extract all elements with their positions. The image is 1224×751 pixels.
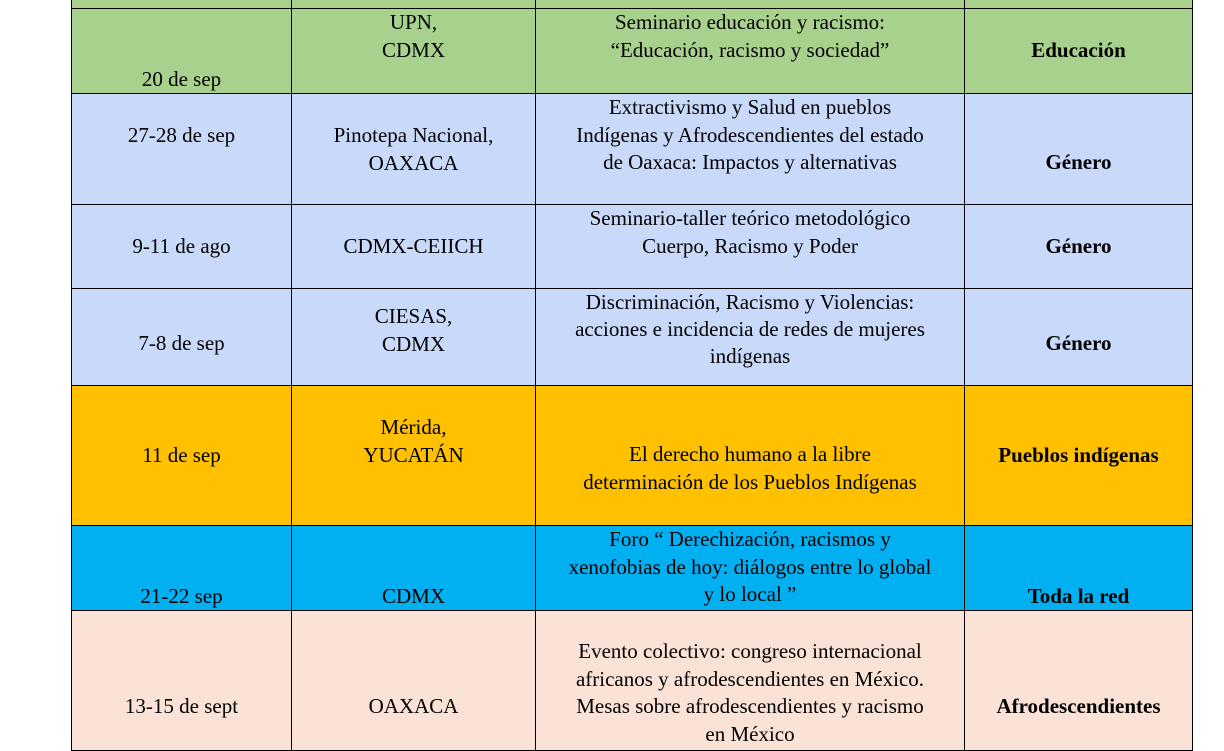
theme-text: Pueblos indígenas — [998, 442, 1159, 467]
event-text: determinación de los Pueblos Indígenas — [583, 469, 917, 494]
table-row — [71, 289, 1192, 386]
theme-cell — [965, 611, 1193, 751]
event-text: africanos y afrodescendientes en México. — [575, 666, 925, 691]
date-cell — [72, 611, 292, 751]
place-cell — [292, 611, 536, 751]
event-cell — [536, 205, 965, 289]
event-text: El derecho humano a la libre — [629, 442, 871, 466]
place-text: OAXACA — [368, 150, 459, 175]
event-text: Mesas sobre afrodescendientes y racismo — [576, 694, 924, 718]
place-cell — [292, 289, 536, 386]
event-cell — [536, 611, 965, 751]
event-text: indígenas — [709, 344, 791, 368]
table-row-partial — [71, 0, 1192, 9]
table-cell — [292, 0, 536, 9]
place-text: Pinotepa Nacional, — [333, 123, 494, 147]
date-text: 9-11 de ago — [132, 234, 231, 258]
place-text: CDMX — [381, 37, 445, 62]
event-text: en México — [705, 721, 795, 746]
date-cell — [72, 289, 292, 386]
event-text: Indígenas y Afrodescendientes del estado — [576, 122, 924, 147]
place-text: CDMX-CEIICH — [343, 234, 484, 258]
date-cell — [72, 94, 292, 205]
theme-cell — [965, 205, 1193, 289]
event-text: “Educación, racismo y sociedad” — [610, 37, 890, 62]
place-cell — [292, 9, 536, 94]
date-text: 27-28 de sep — [127, 123, 236, 147]
place-text: CDMX — [381, 331, 445, 356]
table-row — [71, 9, 1192, 94]
theme-cell — [965, 289, 1193, 386]
theme-cell — [965, 526, 1193, 611]
date-text: 21-22 sep — [140, 583, 223, 608]
events-table — [71, 0, 1192, 751]
table-cell — [536, 0, 965, 9]
date-cell — [72, 386, 292, 526]
theme-text: Género — [1045, 331, 1112, 355]
event-text: Discriminación, Racismo y Violencias: — [585, 290, 915, 314]
event-text: acciones e incidencia de redes de mujeres — [575, 317, 925, 341]
event-cell — [536, 526, 965, 611]
date-text: 7-8 de sep — [138, 331, 225, 355]
place-cell — [292, 94, 536, 205]
place-cell — [292, 386, 536, 526]
event-text: Cuerpo, Racismo y Poder — [642, 233, 858, 258]
event-text: Extractivismo y Salud en pueblos — [608, 95, 892, 119]
place-text: CIESAS, — [374, 304, 453, 328]
event-text: Evento colectivo: congreso internacional — [578, 639, 922, 663]
event-cell — [536, 9, 965, 94]
event-cell — [536, 94, 965, 205]
theme-text: Educación — [1031, 38, 1126, 63]
place-cell — [292, 205, 536, 289]
place-text: Mérida, — [380, 415, 447, 439]
event-text: Foro “ Derechización, racismos y — [609, 527, 891, 551]
place-text: OAXACA — [368, 694, 459, 718]
date-cell — [72, 526, 292, 611]
theme-cell — [965, 386, 1193, 526]
theme-cell — [965, 94, 1193, 205]
table-row — [71, 611, 1192, 751]
event-text: de Oaxaca: Impactos y alternativas — [603, 150, 897, 174]
table-cell — [72, 0, 292, 9]
table-cell — [965, 0, 1193, 9]
event-text: Seminario-taller teórico metodológico — [589, 206, 911, 230]
place-text: YUCATÁN — [363, 442, 464, 467]
table-row — [71, 94, 1192, 205]
event-text: xenofobias de hoy: diálogos entre lo global — [568, 554, 932, 579]
event-text: y lo local ” — [703, 582, 797, 606]
date-text: 11 de sep — [142, 442, 221, 467]
event-cell — [536, 289, 965, 386]
table-row — [71, 526, 1192, 611]
date-cell — [72, 9, 292, 94]
date-text: 13-15 de sept — [124, 694, 239, 718]
theme-text: Afrodescendientes — [996, 694, 1161, 718]
place-text: UPN, — [389, 10, 438, 34]
date-text: 20 de sep — [141, 66, 222, 91]
event-cell — [536, 386, 965, 526]
theme-cell — [965, 9, 1193, 94]
theme-text: Género — [1045, 150, 1112, 174]
event-text: Seminario educación y racismo: — [615, 10, 885, 34]
place-cell — [292, 526, 536, 611]
table-row — [71, 205, 1192, 289]
theme-text: Género — [1045, 234, 1112, 258]
theme-text: Toda la red — [1027, 583, 1130, 608]
date-cell — [72, 205, 292, 289]
place-text: CDMX — [381, 583, 445, 608]
table-row — [71, 386, 1192, 526]
